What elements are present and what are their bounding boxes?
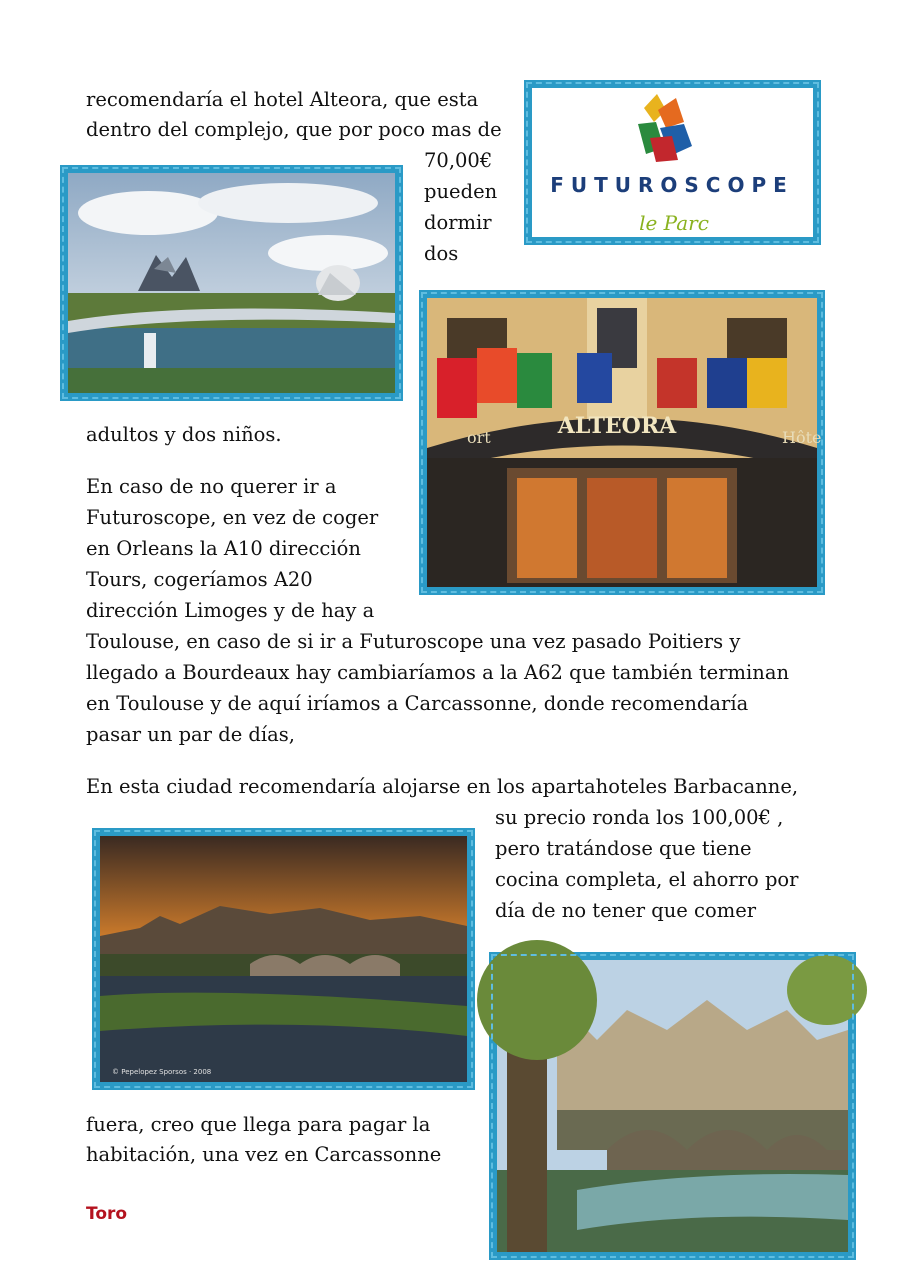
text-line: dos	[424, 242, 459, 265]
text-line: habitación, una vez en Carcassonne	[86, 1143, 442, 1166]
carcassonne-bridge-photo	[489, 952, 856, 1260]
hotel-alteora-photo	[419, 290, 825, 595]
text-line: adultos y dos niños.	[86, 423, 282, 446]
text-line: dormir	[424, 211, 492, 234]
text-line: dirección Limoges y de hay a	[86, 599, 375, 622]
photo-credit: © Pepelopez Sporsos · 2008	[112, 1068, 212, 1076]
text-line: su precio ronda los 100,00€ ,	[495, 806, 784, 829]
text-line: recomendaría el hotel Alteora, que esta	[86, 88, 479, 111]
logo-wordmark: FUTUROSCOPE	[550, 173, 794, 197]
hotel-sign-left: ort	[467, 428, 491, 447]
text-line: pasar un par de días,	[86, 723, 295, 746]
text-line: pero tratándose que tiene	[495, 837, 752, 860]
signature: Toro	[86, 1204, 128, 1224]
hotel-sign: ALTEORA	[557, 413, 677, 439]
text-line: Toulouse, en caso de si ir a Futuroscope una vez pasado Poitiers y	[86, 630, 741, 653]
text-line: llegado a Bourdeaux hay cambiaríamos a la A62 que también terminan	[86, 661, 790, 684]
text-line: Tours, cogeríamos A20	[86, 568, 313, 591]
text-line: En caso de no querer ir a	[86, 475, 337, 498]
text-line: en Toulouse y de aquí iríamos a Carcassonne, donde recomendaría	[86, 692, 749, 715]
text-line: fuera, creo que llega para pagar la	[86, 1113, 431, 1136]
text-line: Futuroscope, en vez de coger	[86, 506, 379, 529]
text-line: En esta ciudad recomendaría alojarse en los apartahoteles Barbacanne,	[86, 775, 799, 798]
text-line: 70,00€	[424, 149, 493, 172]
futuroscope-logo-image	[524, 80, 821, 245]
hotel-sign-right: Hôte	[782, 428, 822, 447]
text-line: dentro del complejo, que por poco mas de	[86, 118, 502, 141]
text-line: en Orleans la A10 dirección	[86, 537, 361, 560]
logo-tagline: le Parc	[639, 211, 709, 235]
text-line: cocina completa, el ahorro por	[495, 868, 799, 891]
text-line: pueden	[424, 180, 498, 203]
carcassonne-sunset-photo	[92, 828, 475, 1090]
text-line: día de no tener que comer	[495, 899, 757, 922]
futuroscope-park-photo	[60, 165, 403, 401]
